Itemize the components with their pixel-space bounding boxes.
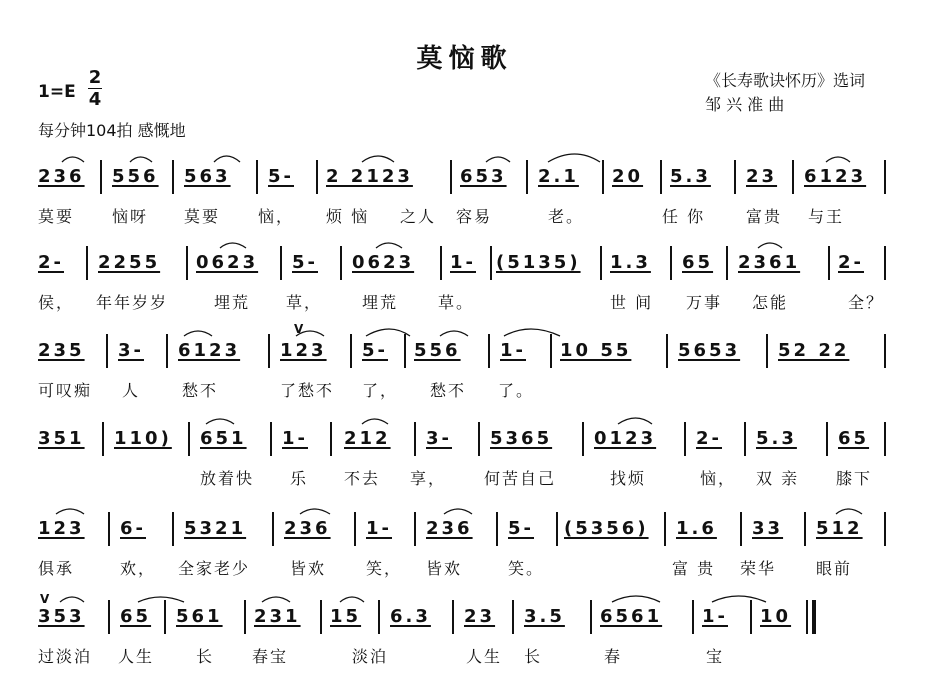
measure [500, 340, 526, 380]
barline [660, 160, 662, 194]
measure [702, 606, 728, 646]
barline [740, 512, 742, 546]
lyric: 年年岁岁 [96, 293, 169, 312]
measure [450, 252, 476, 292]
measure-notes: 5- [268, 166, 294, 187]
breath-mark: V [294, 322, 304, 336]
measure-notes: 10 55 [560, 340, 632, 361]
measure-notes: 651 [200, 428, 247, 449]
lyrics-row [0, 556, 929, 580]
measure-notes: 6123 [178, 340, 241, 361]
lyric: 膝下 [836, 469, 873, 488]
barline [270, 422, 272, 456]
barline [108, 512, 110, 546]
measure-notes: 353 [38, 606, 85, 627]
lyric: 富 贵 [672, 559, 716, 578]
barline [452, 600, 454, 634]
score-system-3 [0, 340, 929, 420]
measure [538, 166, 579, 206]
measure-notes: 6.3 [390, 606, 431, 627]
measure-notes: 1- [702, 606, 728, 627]
measure-notes: 1.6 [676, 518, 717, 539]
slur [826, 157, 850, 162]
measure-notes: 2361 [738, 252, 801, 273]
measure [804, 166, 866, 206]
lyric: 何苦自己 [484, 469, 557, 488]
barline [100, 160, 102, 194]
lyric: 了， [362, 381, 399, 400]
measure [268, 166, 294, 206]
lyric: 富贵 [746, 207, 783, 226]
song-title: 莫恼歌 [416, 44, 513, 74]
barline [600, 246, 602, 280]
measure [184, 166, 231, 206]
measure [524, 606, 565, 646]
barline [272, 512, 274, 546]
lyric: 淡泊 [352, 647, 389, 666]
measure [38, 518, 85, 558]
barline [440, 246, 442, 280]
barline [766, 334, 768, 368]
measure [98, 252, 160, 292]
measure [838, 428, 869, 468]
lyric: 皆欢 [426, 559, 463, 578]
barline [478, 422, 480, 456]
measure-notes: 0623 [352, 252, 415, 273]
barline [602, 160, 604, 194]
measure-notes: 1- [366, 518, 392, 539]
measure [752, 518, 783, 558]
barline [684, 422, 686, 456]
barline [488, 334, 490, 368]
measure-notes: 235 [38, 340, 85, 361]
final-barline [812, 600, 816, 634]
measure-notes: 20 [612, 166, 644, 187]
measure-notes: 6123 [804, 166, 867, 187]
measure [184, 518, 246, 558]
barline [108, 600, 110, 634]
measure [284, 518, 331, 558]
notes-row [0, 252, 929, 292]
measure [38, 428, 85, 468]
measure [490, 428, 552, 468]
lyric: 之人 [400, 207, 437, 226]
measure-notes: 65 [682, 252, 714, 273]
measure-notes: 3- [426, 428, 452, 449]
time-signature-top: 2 [88, 67, 102, 88]
measure [508, 518, 534, 558]
barline [582, 422, 584, 456]
measure [344, 428, 391, 468]
barline [404, 334, 406, 368]
measure-notes: 5.3 [670, 166, 711, 187]
measure [120, 606, 151, 646]
measure-notes: 23 [746, 166, 778, 187]
barline [102, 422, 104, 456]
slur [56, 509, 84, 514]
measure [760, 606, 791, 646]
measure [38, 252, 64, 292]
lyric: 烦 恼 [326, 207, 370, 226]
slur [300, 509, 330, 514]
measure [118, 340, 144, 380]
measure [460, 166, 507, 206]
barline [884, 160, 886, 194]
barline [172, 160, 174, 194]
barline [106, 334, 108, 368]
measure [38, 166, 85, 206]
lyric: 了愁不 [280, 381, 335, 400]
measure [196, 252, 258, 292]
measure-notes: 5- [508, 518, 534, 539]
lyric: 找烦 [610, 469, 647, 488]
barline [884, 512, 886, 546]
measure-notes: 2- [838, 252, 864, 273]
measure [114, 428, 172, 468]
slur [486, 157, 510, 162]
lyric: 怎能 [752, 293, 789, 312]
measure [120, 518, 146, 558]
barline [316, 160, 318, 194]
lyric: 过淡泊 [38, 647, 93, 666]
measure-notes: 1.3 [610, 252, 651, 273]
score-system-4 [0, 428, 929, 508]
slur [130, 157, 152, 162]
measure [414, 340, 461, 380]
notes-row [0, 518, 929, 558]
barline [414, 512, 416, 546]
lyric: 莫要 [184, 207, 221, 226]
barline [378, 600, 380, 634]
measure [496, 252, 581, 292]
slur [548, 154, 600, 162]
lyric: 俱承 [38, 559, 75, 578]
lyric: 万事 [686, 293, 723, 312]
barline [556, 512, 558, 546]
measure [178, 340, 240, 380]
lyric: 放着快 [200, 469, 255, 488]
barline [666, 334, 668, 368]
barline [884, 422, 886, 456]
measure [670, 166, 711, 206]
score-system-5 [0, 518, 929, 598]
barline [590, 600, 592, 634]
barline [414, 422, 416, 456]
lyric: 老。 [548, 207, 585, 226]
lyric: 任 你 [662, 207, 706, 226]
measure-notes: 1- [450, 252, 476, 273]
measure-notes: 2- [38, 252, 64, 273]
notes-row [0, 428, 929, 468]
measure [464, 606, 495, 646]
measure-notes: 2 2123 [326, 166, 413, 187]
measure-notes: 231 [254, 606, 301, 627]
barline [828, 246, 830, 280]
barline [188, 422, 190, 456]
composer-credit: 邹 兴 准 曲 [705, 95, 785, 114]
barline [350, 334, 352, 368]
barline [164, 600, 166, 634]
measure-notes: 0623 [196, 252, 259, 273]
measure [38, 606, 85, 646]
measure-notes: 65 [120, 606, 152, 627]
measure [292, 252, 318, 292]
measure-notes: 5365 [490, 428, 553, 449]
lyric: 世 间 [610, 293, 654, 312]
score-system-6 [0, 606, 929, 686]
barline [244, 600, 246, 634]
measure-notes: 23 [464, 606, 496, 627]
lyrics-row [0, 204, 929, 228]
time-signature [88, 68, 102, 109]
measure-notes: (5135) [496, 252, 581, 273]
slur [444, 509, 472, 514]
lyrics-row [0, 644, 929, 668]
lyric: 人生 [118, 647, 155, 666]
measure-notes: 5- [292, 252, 318, 273]
measure-notes: 351 [38, 428, 85, 449]
measure-notes: 5653 [678, 340, 741, 361]
lyric: 双 亲 [756, 469, 800, 488]
measure [38, 340, 85, 380]
measure [682, 252, 713, 292]
lyrics-row [0, 290, 929, 314]
measure-notes: 5321 [184, 518, 247, 539]
measure [838, 252, 864, 292]
measure-notes: 1- [282, 428, 308, 449]
measure [254, 606, 301, 646]
measure-notes: 3- [118, 340, 144, 361]
barline [172, 512, 174, 546]
measure-notes: 236 [426, 518, 473, 539]
measure [330, 606, 361, 646]
measure-notes: 563 [184, 166, 231, 187]
measure-notes: 10 [760, 606, 792, 627]
measure [816, 518, 863, 558]
barline [826, 422, 828, 456]
lyric: 春宝 [252, 647, 289, 666]
slur [362, 156, 394, 162]
barline [750, 600, 752, 634]
barline [744, 422, 746, 456]
notes-row [0, 606, 929, 646]
breath-mark: V [40, 592, 50, 606]
lyrics-row [0, 378, 929, 402]
measure-notes: 2.1 [538, 166, 579, 187]
notes-row [0, 340, 929, 380]
lyric: 皆欢 [290, 559, 327, 578]
lyric: 与王 [808, 207, 845, 226]
measure-notes: 653 [460, 166, 507, 187]
lyric: 草。 [438, 293, 475, 312]
measure [326, 166, 413, 206]
barline [692, 600, 694, 634]
barline [664, 512, 666, 546]
measure-notes: 123 [38, 518, 85, 539]
barline [86, 246, 88, 280]
lyric: 恼， [700, 469, 737, 488]
measure-notes: 236 [38, 166, 85, 187]
measure [594, 428, 656, 468]
measure [564, 518, 649, 558]
barline [726, 246, 728, 280]
barline [884, 334, 886, 368]
lyric: 全家老少 [178, 559, 251, 578]
lyric: 莫要 [38, 207, 75, 226]
measure-notes: 561 [176, 606, 223, 627]
key-signature: 1=E [38, 82, 76, 102]
lyric: 笑， [366, 559, 403, 578]
barline [340, 246, 342, 280]
lyric: 全？ [848, 293, 885, 312]
measure [352, 252, 414, 292]
measure-notes: 1- [500, 340, 526, 361]
lyric: 春 [604, 647, 623, 666]
barline [806, 600, 808, 634]
barline [496, 512, 498, 546]
lyric: 笑。 [508, 559, 545, 578]
measure [280, 340, 327, 380]
barline [670, 246, 672, 280]
measure-notes: 6- [120, 518, 146, 539]
measure-notes: 212 [344, 428, 391, 449]
barline [330, 422, 332, 456]
measure [560, 340, 631, 380]
measure-notes: 5- [362, 340, 388, 361]
measure-notes: 512 [816, 518, 863, 539]
measure-notes: 556 [112, 166, 159, 187]
barline [804, 512, 806, 546]
slur [836, 509, 862, 514]
lyric: 埋荒 [362, 293, 399, 312]
lyric: 人 [122, 381, 141, 400]
barline [734, 160, 736, 194]
barline [280, 246, 282, 280]
barline [526, 160, 528, 194]
measure [678, 340, 740, 380]
slur [214, 156, 240, 162]
measure [366, 518, 392, 558]
lyric: 眼前 [816, 559, 853, 578]
barline [166, 334, 168, 368]
measure-notes: 5.3 [756, 428, 797, 449]
barline [792, 160, 794, 194]
lyric: 人生 [466, 647, 503, 666]
measure [362, 340, 388, 380]
measure-notes: 15 [330, 606, 362, 627]
lyric: 草， [286, 293, 323, 312]
lyric: 愁不 [182, 381, 219, 400]
measure [778, 340, 849, 380]
lyric: 埋荒 [214, 293, 251, 312]
measure [738, 252, 800, 292]
measure-notes: 2255 [98, 252, 161, 273]
measure [600, 606, 662, 646]
lyric: 可叹痴 [38, 381, 93, 400]
barline [512, 600, 514, 634]
measure-notes: 556 [414, 340, 461, 361]
measure-notes: 52 22 [778, 340, 850, 361]
measure [426, 428, 452, 468]
barline [186, 246, 188, 280]
lyric: 愁不 [430, 381, 467, 400]
measure-notes: 123 [280, 340, 327, 361]
measure [282, 428, 308, 468]
score-system-2 [0, 252, 929, 332]
lyric: 侯， [38, 293, 75, 312]
measure-notes: 65 [838, 428, 870, 449]
lyric: 长 [196, 647, 215, 666]
barline [256, 160, 258, 194]
lyric: 容易 [456, 207, 493, 226]
measure-notes: 3.5 [524, 606, 565, 627]
barline [550, 334, 552, 368]
slur [62, 157, 84, 162]
measure [746, 166, 777, 206]
lyricist-credit: 《长寿歌诀怀历》选词 [705, 71, 866, 90]
measure [612, 166, 643, 206]
barline [884, 246, 886, 280]
measure [696, 428, 722, 468]
lyric: 恼， [258, 207, 295, 226]
lyric: 宝 [706, 647, 725, 666]
measure [390, 606, 431, 646]
measure [176, 606, 223, 646]
measure [200, 428, 247, 468]
lyric: 长 [524, 647, 543, 666]
score-system-1 [0, 166, 929, 246]
lyric: 荣华 [740, 559, 777, 578]
lyric: 恼呀 [112, 207, 149, 226]
lyric: 乐 [290, 469, 309, 488]
measure [112, 166, 159, 206]
measure-notes: 0123 [594, 428, 657, 449]
barline [268, 334, 270, 368]
measure-notes: 236 [284, 518, 331, 539]
time-signature-bottom: 4 [88, 89, 102, 110]
barline [450, 160, 452, 194]
notes-row [0, 166, 929, 206]
barline [490, 246, 492, 280]
barline [320, 600, 322, 634]
measure-notes: (5356) [564, 518, 649, 539]
measure-notes: 33 [752, 518, 784, 539]
barline [354, 512, 356, 546]
measure-notes: 110) [114, 428, 172, 449]
measure [610, 252, 651, 292]
measure [756, 428, 797, 468]
measure [426, 518, 473, 558]
tempo-marking: 每分钟104拍 感慨地 [38, 121, 186, 140]
lyrics-row [0, 466, 929, 490]
lyric: 享， [410, 469, 447, 488]
measure [676, 518, 717, 558]
lyric: 不去 [344, 469, 381, 488]
lyric: 了。 [498, 381, 535, 400]
measure-notes: 2- [696, 428, 722, 449]
measure-notes: 6561 [600, 606, 663, 627]
lyric: 欢， [120, 559, 157, 578]
